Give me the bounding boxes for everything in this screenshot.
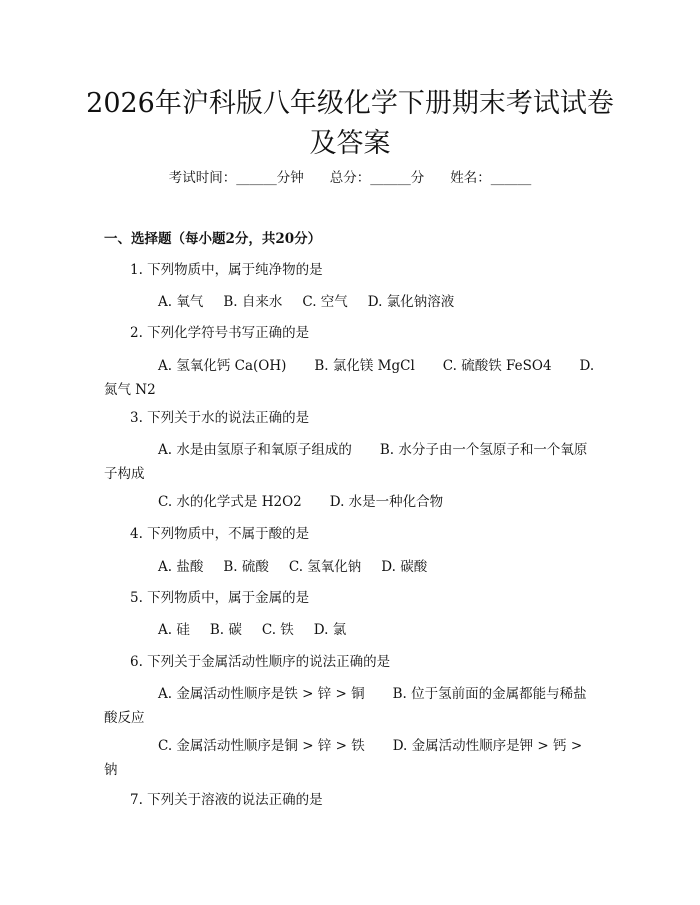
option-d: D. 氮气 N2 — [104, 358, 595, 398]
option-a: A. 水是由氢原子和氧原子组成的 — [158, 442, 352, 458]
option-c: C. 空气 — [302, 294, 348, 310]
option-a: A. 硅 — [158, 622, 190, 638]
question-3-options — [104, 438, 600, 486]
question-7-stem: 7. 下列关于溶液的说法正确的是 — [130, 792, 323, 808]
option-c: C. 金属活动性顺序是铜 > 锌 > 铁 — [158, 738, 365, 754]
option-c: C. 硫酸铁 FeSO4 — [442, 358, 552, 374]
option-b: B. 水分子由一个氢原子和一个氧原子构成 — [104, 442, 588, 482]
question-6-options — [104, 682, 600, 730]
question-6-options-2 — [104, 734, 600, 782]
option-d: D. 水是一种化合物 — [329, 494, 444, 510]
option-c: C. 水的化学式是 H2O2 — [158, 494, 302, 510]
option-d: D. 氯 — [313, 622, 347, 638]
question-2-stem: 2. 下列化学符号书写正确的是 — [130, 325, 310, 341]
option-b: B. 硫酸 — [223, 559, 269, 575]
option-d: D. 碳酸 — [381, 559, 428, 575]
option-a: A. 金属活动性顺序是铁 > 锌 > 铜 — [158, 686, 365, 702]
question-3-options-2 — [104, 490, 600, 514]
page-title — [80, 84, 620, 164]
exam-time-field: 考试时间：______分钟 — [168, 170, 304, 186]
section-heading: 一、选择题（每小题2分，共20分） — [104, 231, 322, 247]
option-a: A. 盐酸 — [158, 559, 204, 575]
question-1-options — [104, 290, 600, 314]
option-a: A. 氧气 — [158, 294, 204, 310]
title-line-1: 2026年沪科版八年级化学下册期末考试试卷 — [86, 88, 614, 119]
question-6-stem: 6. 下列关于金属活动性顺序的说法正确的是 — [130, 654, 391, 670]
question-4-stem: 4. 下列物质中，不属于酸的是 — [130, 526, 310, 542]
question-5-options — [104, 618, 600, 642]
question-1-stem: 1. 下列物质中，属于纯净物的是 — [130, 262, 323, 278]
option-b: B. 碳 — [209, 622, 242, 638]
option-b: B. 自来水 — [223, 294, 283, 310]
option-d: D. 金属活动性顺序是钾 > 钙 > 钠 — [104, 738, 583, 778]
option-a: A. 氢氧化钙 Ca(OH) — [158, 358, 287, 374]
option-b: B. 氯化镁 MgCl — [314, 358, 415, 374]
option-d: D. 氯化钠溶液 — [367, 294, 455, 310]
name-field: 姓名：______ — [450, 170, 532, 186]
question-5-stem: 5. 下列物质中，属于金属的是 — [130, 590, 310, 606]
title-line-2: 及答案 — [309, 128, 391, 159]
option-c: C. 氢氧化钠 — [288, 559, 362, 575]
question-4-options — [104, 555, 600, 579]
question-2-options — [104, 354, 600, 402]
option-c: C. 铁 — [261, 622, 294, 638]
exam-info — [0, 168, 700, 188]
question-3-stem: 3. 下列关于水的说法正确的是 — [130, 410, 310, 426]
total-score-field: 总分：______分 — [329, 170, 425, 186]
option-b: B. 位于氢前面的金属都能与稀盐酸反应 — [104, 686, 587, 726]
